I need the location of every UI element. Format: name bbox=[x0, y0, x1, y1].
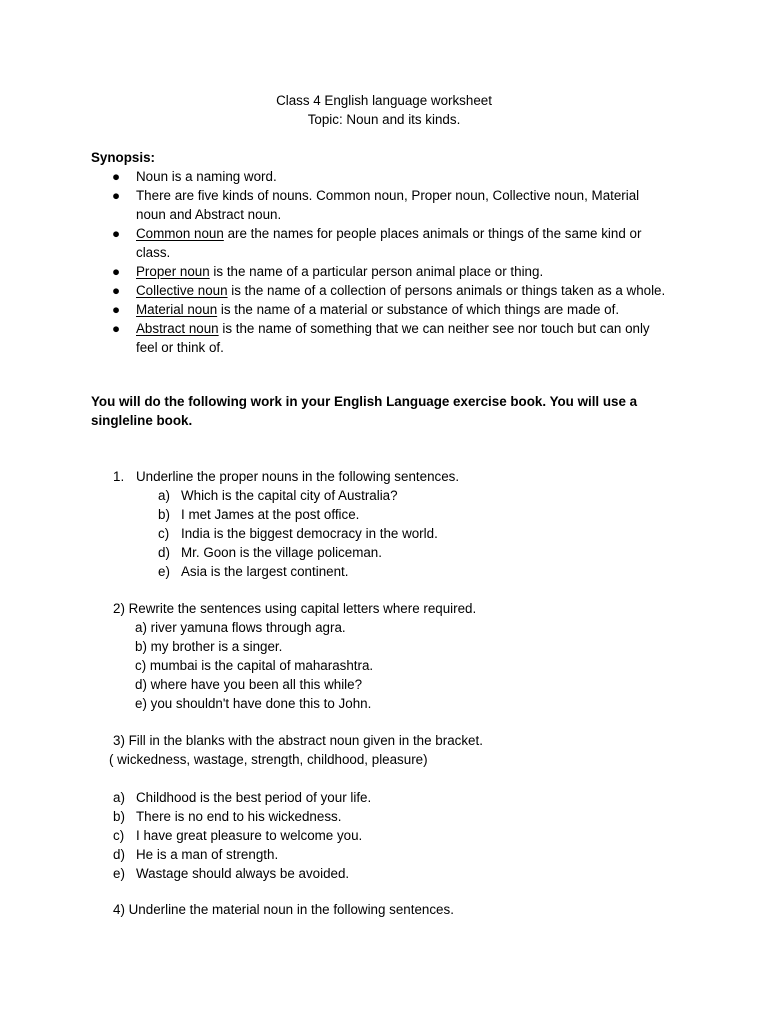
question-prompt: 3) Fill in the blanks with the abstract noun given in the bracket. bbox=[113, 733, 483, 748]
synopsis-item-text: is the name of a collection of persons animals or things taken as a whole. bbox=[227, 283, 666, 298]
question-3-prompt-row bbox=[0, 731, 768, 750]
synopsis-item bbox=[0, 224, 768, 262]
item-text: India is the biggest democracy in the world. bbox=[181, 526, 438, 541]
item-text: There is no end to his wickedness. bbox=[136, 809, 342, 824]
question-item bbox=[0, 694, 768, 713]
item-text: Asia is the largest continent. bbox=[181, 564, 349, 579]
question-item bbox=[0, 486, 768, 505]
item-label: c) bbox=[113, 828, 125, 843]
question-item bbox=[0, 656, 768, 675]
question-item bbox=[0, 637, 768, 656]
worksheet-title: Class 4 English language worksheet bbox=[276, 93, 492, 108]
question-4-prompt-row bbox=[0, 900, 768, 919]
synopsis-item bbox=[0, 319, 768, 357]
worksheet-header bbox=[0, 91, 768, 129]
question-item bbox=[0, 788, 768, 807]
question-item bbox=[0, 562, 768, 581]
question-3 bbox=[0, 731, 768, 883]
synopsis-item-text: There are five kinds of nouns. Common noun, Proper noun, Collective noun, Material noun and Abstract noun. bbox=[136, 188, 640, 222]
synopsis-item-text: Noun is a naming word. bbox=[136, 169, 277, 184]
question-2 bbox=[0, 599, 768, 713]
synopsis-heading: Synopsis: bbox=[91, 150, 155, 165]
exercise-instruction: You will do the following work in your English Language exercise book. You will use a singleline book. bbox=[91, 394, 638, 428]
bullet-icon: ● bbox=[112, 321, 121, 336]
synopsis-item bbox=[0, 167, 768, 186]
worksheet-topic: Topic: Noun and its kinds. bbox=[307, 112, 461, 127]
item-label: d) bbox=[113, 847, 125, 862]
question-1-prompt-row bbox=[0, 467, 768, 486]
synopsis-list bbox=[0, 167, 768, 357]
item-label: b) bbox=[113, 809, 125, 824]
question-number: 1. bbox=[113, 469, 125, 484]
item-text: a) river yamuna flows through agra. bbox=[135, 620, 346, 635]
bullet-icon: ● bbox=[112, 169, 121, 184]
item-text: d) where have you been all this while? bbox=[135, 677, 363, 692]
question-2-prompt-row bbox=[0, 599, 768, 618]
question-prompt: 2) Rewrite the sentences using capital letters where required. bbox=[113, 601, 477, 616]
question-prompt: Underline the proper nouns in the following sentences. bbox=[136, 469, 460, 484]
synopsis-item-text: is the name of a particular person animal place or thing. bbox=[209, 264, 544, 279]
question-item bbox=[0, 864, 768, 883]
synopsis-item-text: are the names for people places animals or things of the same kind or class. bbox=[136, 226, 642, 260]
item-label: d) bbox=[158, 545, 170, 560]
synopsis-term: Proper noun bbox=[136, 264, 210, 279]
question-item bbox=[0, 845, 768, 864]
synopsis-item bbox=[0, 300, 768, 319]
synopsis-term: Common noun bbox=[136, 226, 224, 241]
item-label: b) bbox=[158, 507, 170, 522]
question-item bbox=[0, 826, 768, 845]
synopsis-item-text: is the name of a material or substance of which things are made of. bbox=[217, 302, 620, 317]
item-label: c) bbox=[158, 526, 170, 541]
question-item bbox=[0, 675, 768, 694]
item-text: e) you shouldn't have done this to John. bbox=[135, 696, 372, 711]
word-bank: ( wickedness, wastage, strength, childhood, pleasure) bbox=[109, 752, 428, 767]
item-text: Wastage should always be avoided. bbox=[136, 866, 350, 881]
synopsis-term: Material noun bbox=[136, 302, 218, 317]
item-label: a) bbox=[113, 790, 125, 805]
item-label: a) bbox=[158, 488, 170, 503]
question-item bbox=[0, 505, 768, 524]
question-1 bbox=[0, 467, 768, 581]
synopsis-item bbox=[0, 281, 768, 300]
item-label: e) bbox=[158, 564, 170, 579]
synopsis-item bbox=[0, 262, 768, 281]
item-text: b) my brother is a singer. bbox=[135, 639, 283, 654]
bullet-icon: ● bbox=[112, 264, 121, 279]
item-text: I met James at the post office. bbox=[181, 507, 360, 522]
synopsis-item bbox=[0, 186, 768, 224]
item-text: Childhood is the best period of your life. bbox=[136, 790, 372, 805]
bullet-icon: ● bbox=[112, 302, 121, 317]
bullet-icon: ● bbox=[112, 226, 121, 241]
question-item bbox=[0, 807, 768, 826]
question-4 bbox=[0, 900, 768, 919]
item-text: c) mumbai is the capital of maharashtra. bbox=[135, 658, 374, 673]
item-text: He is a man of strength. bbox=[136, 847, 279, 862]
word-bank-row bbox=[0, 750, 768, 769]
item-label: e) bbox=[113, 866, 125, 881]
bullet-icon: ● bbox=[112, 283, 121, 298]
question-item bbox=[0, 618, 768, 637]
spacer bbox=[0, 769, 768, 788]
bullet-icon: ● bbox=[112, 188, 121, 203]
question-prompt: 4) Underline the material noun in the following sentences. bbox=[113, 902, 454, 917]
item-text: I have great pleasure to welcome you. bbox=[136, 828, 363, 843]
synopsis-term: Collective noun bbox=[136, 283, 228, 298]
synopsis-term: Abstract noun bbox=[136, 321, 219, 336]
question-item bbox=[0, 524, 768, 543]
item-text: Mr. Goon is the village policeman. bbox=[181, 545, 382, 560]
item-text: Which is the capital city of Australia? bbox=[181, 488, 398, 503]
synopsis-item-text: is the name of something that we can neither see nor touch but can only feel or think of. bbox=[136, 321, 650, 355]
question-item bbox=[0, 543, 768, 562]
